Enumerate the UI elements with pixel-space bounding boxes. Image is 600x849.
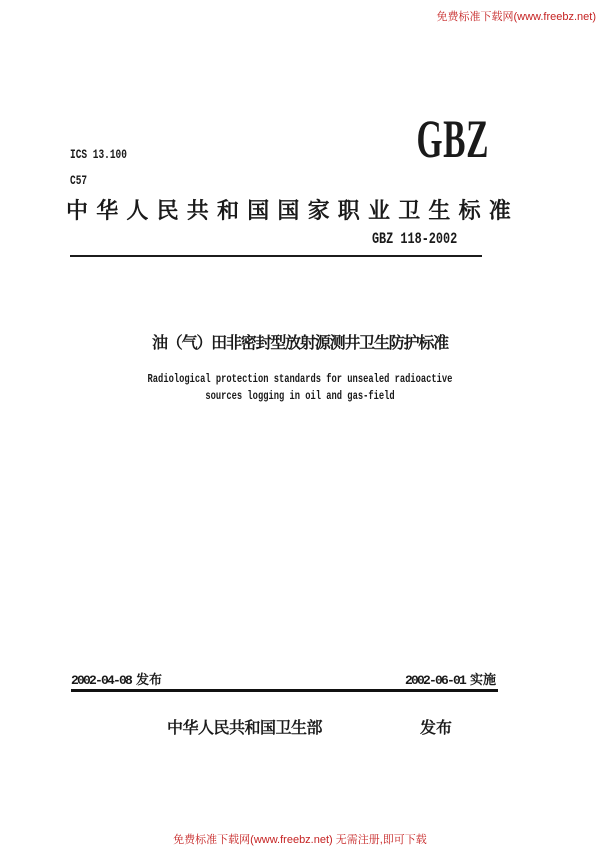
issue-date: 2002-04-08	[71, 673, 132, 688]
implementation-date: 2002-06-01	[404, 673, 465, 688]
footer-rule	[71, 689, 498, 692]
header-rule	[70, 255, 482, 257]
document-title-zh: 油（气）田非密封型放射源测井卫生防护标准	[151, 335, 448, 352]
top-watermark: 免费标准下载网(www.freebz.net)	[436, 11, 596, 23]
issue-date-group	[71, 669, 162, 688]
publish-label: 发布	[420, 720, 453, 737]
standard-number: GBZ 118-2002	[371, 230, 457, 248]
bottom-watermark: 免费标准下载网(www.freebz.net) 无需注册,即可下载	[173, 834, 427, 846]
document-title-en-line2: sources logging in oil and gas-field	[205, 389, 395, 403]
standard-category-title: 中华人民共和国国家职业卫生标准	[66, 198, 520, 223]
document-title-en	[81, 371, 519, 405]
document-title-en-line1: Radiological protection standards for unsealed radioactive	[147, 372, 453, 386]
implementation-date-group	[405, 669, 496, 688]
classification-code: C57	[70, 173, 88, 188]
issue-date-label: 发布	[136, 672, 163, 687]
ics-code: ICS 13.100	[70, 147, 127, 162]
publisher: 中华人民共和国卫生部	[167, 720, 323, 737]
gbz-logo: GBZ	[416, 109, 489, 169]
implementation-date-label: 实施	[469, 672, 496, 687]
